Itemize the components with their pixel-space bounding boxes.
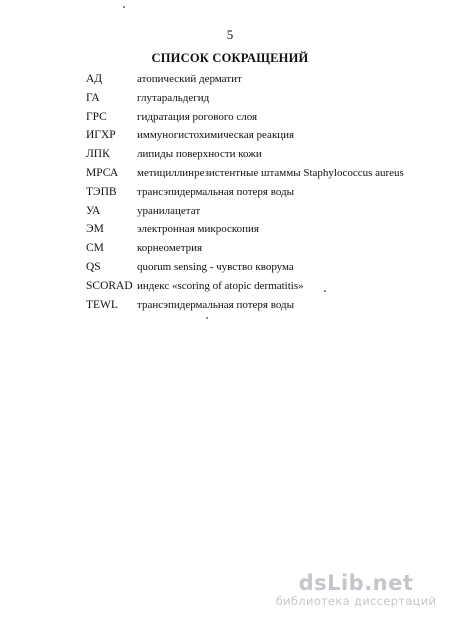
- list-item: [86, 70, 406, 89]
- abbreviation-definition: метициллинрезистентные штаммы Staphylococcus aureus: [137, 166, 404, 179]
- abbreviation-term: МРСА: [86, 166, 119, 179]
- list-item: [86, 277, 406, 296]
- abbreviation-term: АД: [86, 73, 103, 85]
- list-item: [86, 258, 406, 277]
- abbreviation-definition: гидратация рогового слоя: [137, 110, 258, 123]
- watermark-subtitle: библиотека диссертаций: [275, 594, 437, 608]
- abbreviation-list: [86, 70, 406, 314]
- scan-speck: [206, 317, 208, 319]
- list-item: [86, 296, 406, 315]
- abbreviation-definition: трансэпидермальная потеря воды: [137, 298, 295, 311]
- page-number: 5: [226, 27, 234, 42]
- abbreviation-definition: уранилацетат: [137, 204, 201, 217]
- scan-speck: [123, 6, 125, 8]
- abbreviation-definition: атопический дерматит: [137, 73, 242, 85]
- abbreviation-term: CM: [86, 242, 104, 255]
- page-title: СПИСОК СОКРАЩЕНИЙ: [151, 51, 309, 65]
- scan-speck: [324, 290, 326, 292]
- abbreviation-term: QS: [86, 260, 101, 273]
- abbreviation-definition: глутаральдегид: [137, 91, 210, 104]
- abbreviation-term: ГРС: [86, 110, 107, 123]
- abbreviation-term: ЭМ: [86, 223, 104, 236]
- list-item: [86, 126, 406, 145]
- abbreviation-definition: трансэпидермальная потеря воды: [137, 185, 295, 198]
- abbreviation-definition: индекс «scoring of atopic dermatitis»: [137, 279, 304, 292]
- abbreviation-term: ЛПК: [86, 148, 110, 161]
- list-item: [86, 145, 406, 164]
- abbreviation-term: ИГХР: [86, 129, 116, 142]
- abbreviation-term: SCORAD: [86, 279, 133, 292]
- list-item: [86, 202, 406, 221]
- abbreviation-term: ТЭПВ: [86, 185, 117, 198]
- list-item: [86, 239, 406, 258]
- abbreviation-term: УА: [86, 204, 101, 217]
- list-item: [86, 164, 406, 183]
- abbreviation-definition: quorum sensing - чувство кворума: [137, 260, 294, 273]
- list-item: [86, 183, 406, 202]
- list-item: [86, 220, 406, 239]
- abbreviation-definition: корнеометрия: [137, 242, 203, 255]
- list-item: [86, 89, 406, 108]
- abbreviation-definition: иммуногистохимическая реакция: [137, 129, 295, 142]
- abbreviation-definition: электронная микроскопия: [137, 223, 259, 236]
- abbreviation-definition: липиды поверхности кожи: [137, 148, 262, 161]
- watermark: [266, 572, 446, 608]
- list-item: [86, 108, 406, 127]
- abbreviation-term: ГА: [86, 91, 100, 104]
- watermark-logo: dsLib.net: [298, 571, 414, 595]
- abbreviation-term: TEWL: [86, 298, 118, 311]
